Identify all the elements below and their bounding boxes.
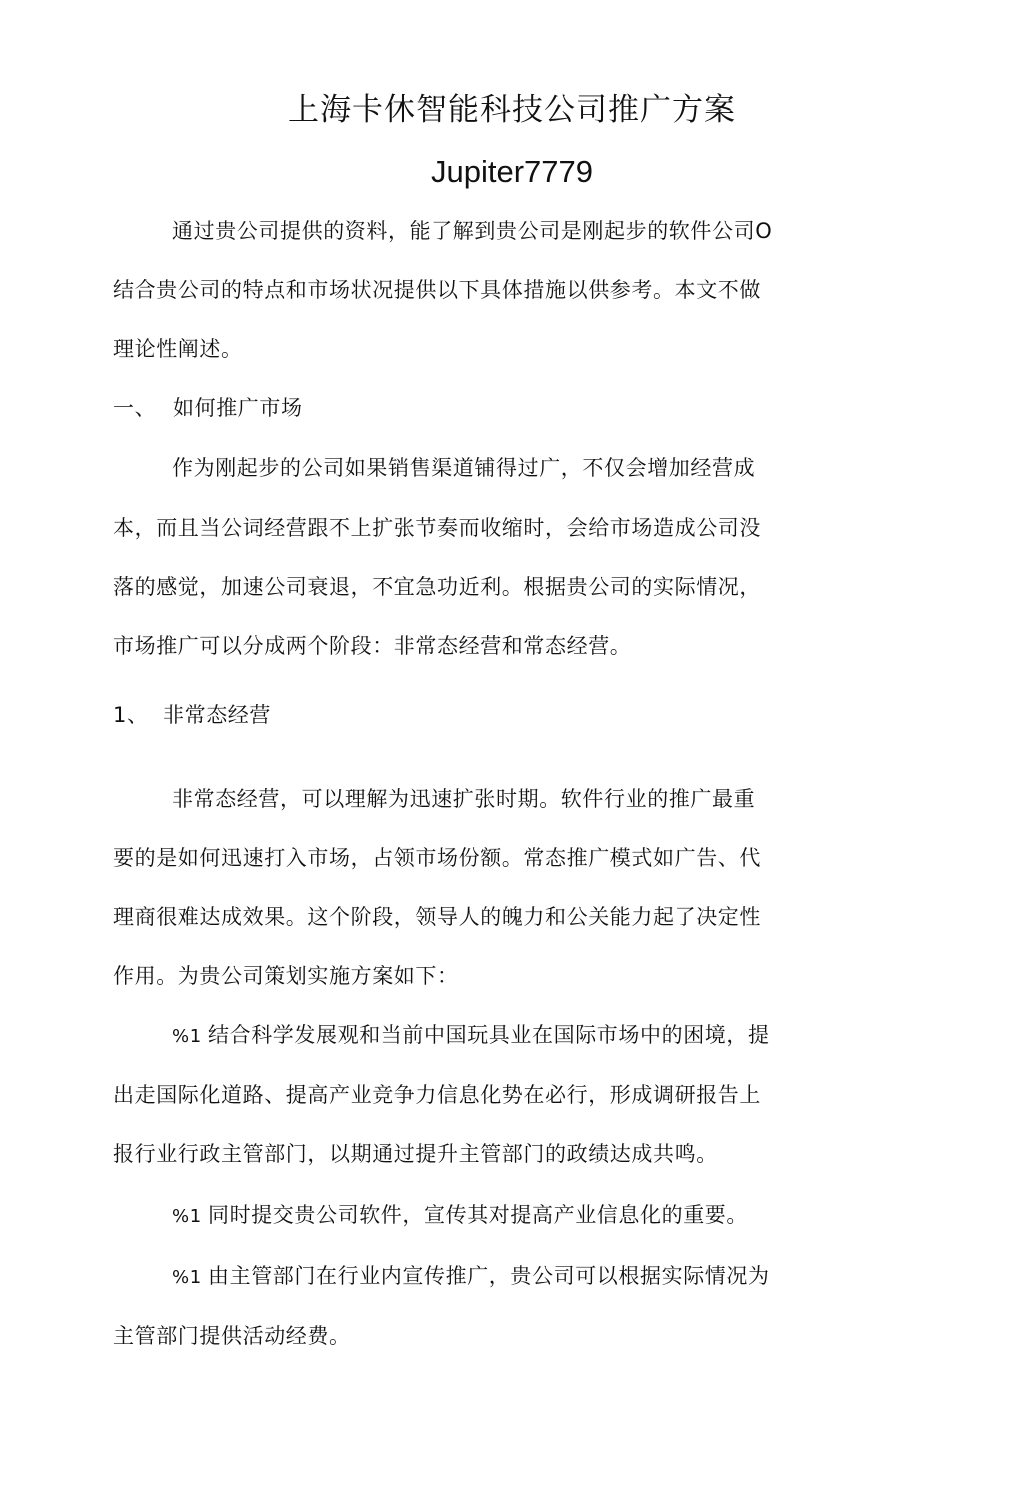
para1-line-4: 市场推广可以分成两个阶段：非常态经营和常态经营。	[113, 634, 632, 658]
bullet-3-line-2: 主管部门提供活动经费。	[113, 1324, 351, 1348]
section-heading	[113, 393, 303, 423]
document-subtitle: Jupiter7779	[430, 154, 593, 189]
subsection-number: 1、	[113, 703, 149, 727]
para2-line-1: 非常态经营，可以理解为迅速扩张时期。软件行业的推广最重	[172, 787, 756, 811]
section-title: 如何推广市场	[173, 396, 303, 420]
bullet-text: 同时提交贵公司软件，宣传其对提高产业信息化的重要。	[208, 1203, 748, 1227]
intro-line-1: 通过贵公司提供的资料，能了解到贵公司是刚起步的软件公司O	[172, 219, 773, 243]
para1-line-3: 落的感觉，加速公司衰退，不宜急功近利。根据贵公司的实际情况，	[113, 575, 761, 599]
bullet-1-line-3: 报行业行政主管部门，以期通过提升主管部门的政绩达成共鸣。	[113, 1142, 718, 1166]
section-number: 一、	[113, 396, 157, 420]
bullet-marker: %1	[172, 1267, 202, 1288]
subsection-heading	[113, 700, 271, 730]
bullet-3-line-1	[172, 1261, 770, 1293]
para1-line-1: 作为刚起步的公司如果销售渠道铺得过广，不仅会增加经营成	[172, 456, 756, 480]
para2-line-4: 作用。为贵公司策划实施方案如下：	[113, 964, 459, 988]
bullet-text: 结合科学发展观和当前中国玩具业在国际市场中的困境，提	[208, 1023, 770, 1047]
bullet-1-line-1	[172, 1020, 770, 1052]
intro-line-3: 理论性阐述。	[113, 337, 243, 361]
intro-line-2: 结合贵公司的特点和市场状况提供以下具体措施以供参考。本文不做	[113, 278, 761, 302]
bullet-text: 由主管部门在行业内宣传推广，贵公司可以根据实际情况为	[208, 1264, 770, 1288]
bullet-2-line-1	[172, 1200, 748, 1232]
bullet-marker: %1	[172, 1206, 202, 1227]
para2-line-2: 要的是如何迅速打入市场，占领市场份额。常态推广模式如广告、代	[113, 846, 761, 870]
para1-line-2: 本，而且当公词经营跟不上扩张节奏而收缩时，会给市场造成公司没	[113, 516, 761, 540]
bullet-1-line-2: 出走国际化道路、提高产业竞争力信息化势在必行，形成调研报告上	[113, 1083, 761, 1107]
subsection-title: 非常态经营	[163, 703, 271, 727]
document-title: 上海卡休智能科技公司推广方案	[288, 92, 736, 128]
bullet-marker: %1	[172, 1026, 202, 1047]
para2-line-3: 理商很难达成效果。这个阶段，领导人的魄力和公关能力起了决定性	[113, 905, 761, 929]
